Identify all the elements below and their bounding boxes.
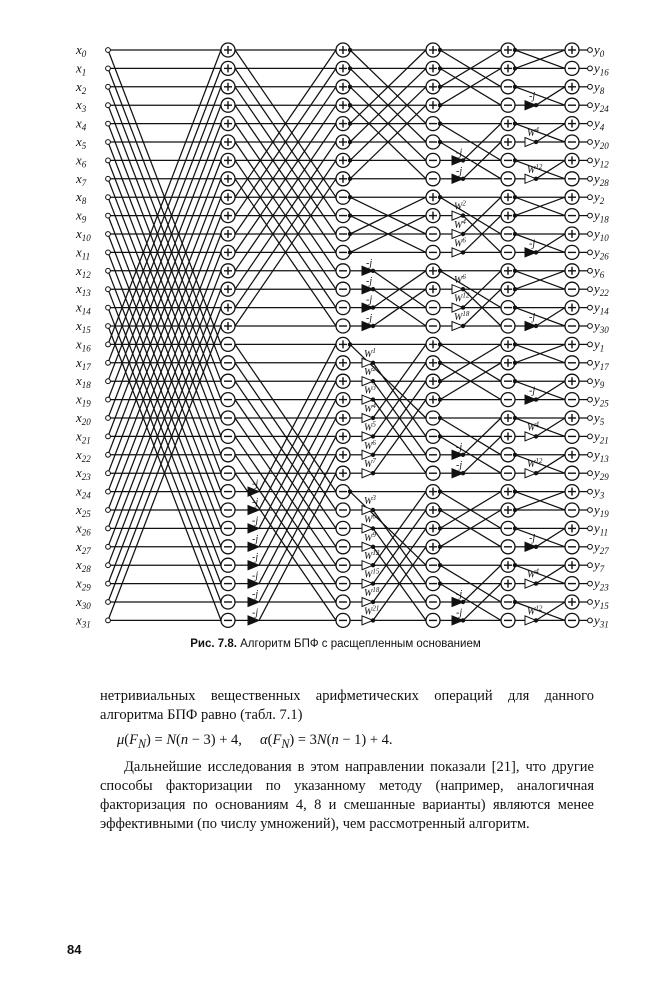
minus-j-label: -j: [252, 570, 259, 582]
branch-dot: [461, 287, 465, 291]
branch-dot: [461, 324, 465, 328]
output-terminal: [588, 66, 593, 71]
input-label: $x_{23}$: [76, 465, 91, 483]
output-label: $y_{30}$: [594, 318, 609, 335]
branch-dot: [348, 140, 352, 144]
minus-j-label: -j: [456, 607, 463, 619]
input-terminal: [106, 416, 111, 421]
input-terminal: [106, 232, 111, 237]
output-terminal: [588, 84, 593, 89]
input-label: $x_{18}$: [76, 373, 91, 391]
output-label: $y_{25}$: [594, 391, 609, 409]
branch-dot: [513, 213, 517, 217]
figure-title: Алгоритм БПФ с расщепленным основанием: [240, 638, 481, 650]
input-label: $x_9$: [76, 207, 87, 225]
minus-j-label: -j: [456, 460, 463, 472]
branch-dot: [348, 213, 352, 217]
input-label: $x_{11}$: [76, 244, 91, 262]
output-label: $y_{14}$: [594, 299, 609, 317]
input-terminal: [106, 48, 111, 53]
output-terminal: [588, 563, 593, 568]
output-label: $y_{29}$: [594, 465, 609, 483]
branch-dot: [371, 269, 375, 273]
branch-dot: [513, 305, 517, 309]
branch-dot: [461, 600, 465, 604]
input-terminal: [106, 563, 111, 568]
branch-dot: [461, 250, 465, 254]
input-terminal: [106, 324, 111, 329]
branch-dot: [371, 453, 375, 457]
branch-dot: [438, 379, 442, 383]
output-terminal: [588, 489, 593, 494]
input-label: $x_{26}$: [76, 520, 91, 538]
input-terminal: [106, 434, 111, 439]
output-label: $y_{17}$: [594, 354, 609, 372]
input-label: $x_0$: [76, 42, 87, 59]
output-label: $y_{13}$: [594, 446, 609, 464]
output-terminal: [588, 526, 593, 531]
page-number: 84: [67, 942, 82, 957]
branch-dot: [513, 121, 517, 125]
output-terminal: [588, 158, 593, 163]
input-terminal: [106, 471, 111, 476]
output-label: $y_{20}$: [594, 134, 609, 151]
branch-dot: [461, 213, 465, 217]
input-label: $x_7$: [76, 170, 87, 188]
output-terminal: [588, 618, 593, 623]
branch-dot: [461, 618, 465, 622]
branch-dot: [534, 618, 538, 622]
branch-dot: [513, 66, 517, 70]
input-terminal: [106, 176, 111, 181]
input-terminal: [106, 618, 111, 623]
input-terminal: [106, 84, 111, 89]
twiddle-label: $W^{12}$: [527, 457, 543, 471]
output-terminal: [588, 176, 593, 181]
branch-dot: [461, 177, 465, 181]
minus-j-label: -j: [529, 312, 536, 323]
output-terminal: [588, 48, 593, 53]
branch-dot: [461, 232, 465, 236]
input-terminal: [106, 600, 111, 605]
branch-dot: [371, 397, 375, 401]
output-terminal: [588, 544, 593, 549]
input-terminal: [106, 581, 111, 586]
branch-dot: [348, 250, 352, 254]
input-label: $x_{30}$: [76, 594, 91, 611]
branch-dot: [438, 121, 442, 125]
branch-dot: [534, 324, 538, 328]
twiddle-label: $W^{18}$: [364, 586, 380, 599]
twiddle-label: $W^{12}$: [527, 162, 543, 176]
branch-dot: [513, 287, 517, 291]
input-terminal: [106, 544, 111, 549]
branch-dot: [438, 563, 442, 567]
input-label: $x_{12}$: [76, 262, 91, 280]
minus-j-label: -j: [252, 533, 259, 545]
input-label: $x_{25}$: [76, 502, 91, 519]
output-label: $y_7$: [594, 557, 605, 575]
input-label: $x_{31}$: [76, 612, 91, 630]
branch-dot: [513, 158, 517, 162]
branch-dot: [513, 269, 517, 273]
branch-dot: [348, 121, 352, 125]
branch-dot: [348, 103, 352, 107]
output-label: $y_5$: [594, 410, 605, 427]
twiddle-label: $W^4$: [454, 218, 466, 231]
output-terminal: [588, 508, 593, 513]
output-terminal: [588, 140, 593, 145]
twiddle-label: $W^4$: [527, 126, 539, 139]
branch-dot: [513, 342, 517, 346]
branch-dot: [438, 269, 442, 273]
branch-dot: [438, 195, 442, 199]
output-terminal: [588, 397, 593, 402]
output-label: $y_{27}$: [594, 538, 609, 556]
minus-j-label: -j: [252, 589, 259, 600]
output-terminal: [588, 471, 593, 476]
minus-j-label: -j: [529, 238, 536, 250]
branch-dot: [371, 379, 375, 383]
output-terminal: [588, 324, 593, 329]
branch-dot: [348, 158, 352, 162]
branch-dot: [461, 158, 465, 162]
input-label: $x_{15}$: [76, 318, 91, 335]
input-terminal: [106, 397, 111, 402]
input-label: $x_4$: [76, 115, 87, 133]
output-label: $y_0$: [594, 42, 605, 59]
output-label: $y_{19}$: [594, 502, 609, 519]
output-label: $y_4$: [594, 115, 605, 133]
minus-j-label: -j: [252, 515, 259, 527]
output-label: $y_{11}$: [594, 520, 609, 538]
twiddle-label: $W^3$: [364, 383, 376, 397]
branch-dot: [534, 581, 538, 585]
output-terminal: [588, 195, 593, 200]
input-terminal: [106, 508, 111, 513]
input-terminal: [106, 213, 111, 218]
branch-dot: [534, 434, 538, 438]
input-label: $x_{16}$: [76, 336, 91, 354]
branch-dot: [513, 526, 517, 530]
input-label: $x_{13}$: [76, 281, 91, 299]
branch-dot: [438, 397, 442, 401]
branch-dot: [438, 103, 442, 107]
input-terminal: [106, 121, 111, 126]
output-terminal: [588, 600, 593, 605]
branch-dot: [534, 140, 538, 144]
branch-dot: [534, 397, 538, 401]
minus-j-label: -j: [366, 257, 373, 269]
figure-caption: [0, 638, 671, 650]
output-terminal: [588, 305, 593, 310]
minus-j-label: -j: [366, 313, 373, 324]
minus-j-label: -j: [252, 607, 259, 619]
input-terminal: [106, 305, 111, 310]
input-terminal: [106, 250, 111, 255]
input-label: $x_{19}$: [76, 391, 91, 409]
input-label: $x_{28}$: [76, 557, 91, 575]
output-terminal: [588, 268, 593, 273]
twiddle-label: $W^2$: [364, 365, 376, 379]
output-label: $y_{28}$: [594, 170, 609, 188]
branch-dot: [371, 361, 375, 365]
adder-nodes: [106, 43, 593, 627]
branch-dot: [371, 618, 375, 622]
branch-dot: [513, 489, 517, 493]
branch-dot: [513, 48, 517, 52]
branch-dot: [534, 545, 538, 549]
twiddle-label: $W^{12}$: [454, 291, 470, 305]
branch-dot: [371, 305, 375, 309]
branch-dot: [534, 103, 538, 107]
branch-dot: [371, 581, 375, 585]
branch-dot: [438, 342, 442, 346]
input-terminal: [106, 66, 111, 71]
branch-dot: [371, 471, 375, 475]
minus-j-label: -j: [366, 276, 373, 288]
branch-dot: [371, 416, 375, 420]
output-label: $y_{18}$: [594, 207, 609, 225]
branch-dot: [438, 526, 442, 530]
output-terminal: [588, 121, 593, 126]
input-terminal: [106, 360, 111, 365]
minus-j-label: -j: [529, 385, 536, 397]
output-terminal: [588, 250, 593, 255]
branch-dot: [371, 287, 375, 291]
minus-j-label: -j: [456, 147, 463, 159]
input-label: $x_{17}$: [76, 354, 91, 372]
branch-dot: [438, 508, 442, 512]
branch-dot: [513, 85, 517, 89]
branch-dot: [348, 195, 352, 199]
output-label: $y_{21}$: [594, 428, 609, 446]
paragraph-1: нетривиальных вещественных арифметических операций для данного алгоритма БПФ равно (табл. 7.1): [100, 688, 594, 723]
branch-dot: [534, 471, 538, 475]
branch-dot: [513, 195, 517, 199]
input-terminal: [106, 103, 111, 108]
input-terminal: [106, 452, 111, 457]
input-label: $x_8$: [76, 189, 87, 207]
branch-dot: [438, 416, 442, 420]
input-terminal: [106, 158, 111, 163]
branch-dot: [513, 379, 517, 383]
output-terminal: [588, 103, 593, 108]
branch-dot: [371, 563, 375, 567]
branch-dot: [513, 563, 517, 567]
branch-dot: [513, 232, 517, 236]
branch-dot: [348, 85, 352, 89]
output-terminal: [588, 379, 593, 384]
branch-dot: [438, 581, 442, 585]
twiddle-label: $W^{21}$: [364, 604, 380, 618]
input-label: $x_{29}$: [76, 575, 91, 593]
input-terminal: [106, 140, 111, 145]
twiddle-label: $W^9$: [364, 530, 376, 544]
twiddle-label: $W^6$: [454, 236, 466, 250]
twiddle-label: $W^4$: [527, 420, 539, 434]
input-terminal: [106, 526, 111, 531]
minus-j-label: -j: [529, 91, 536, 103]
twiddle-label: $W^{12}$: [527, 604, 543, 618]
branch-dot: [513, 416, 517, 420]
branch-dot: [371, 434, 375, 438]
input-terminal: [106, 379, 111, 384]
input-terminal: [106, 489, 111, 494]
output-label: $y_{15}$: [594, 594, 609, 611]
input-label: $x_{20}$: [76, 410, 91, 427]
output-terminal: [588, 287, 593, 292]
output-terminal: [588, 232, 593, 237]
twiddle-label: $W^2$: [454, 199, 466, 213]
twiddle-label: $W^{15}$: [364, 567, 380, 581]
output-label: $y_9$: [594, 373, 605, 391]
output-terminal: [588, 360, 593, 365]
branch-dot: [513, 600, 517, 604]
branch-dot: [513, 361, 517, 365]
input-label: $x_5$: [76, 134, 87, 151]
minus-j-label: -j: [529, 532, 536, 544]
twiddle-label: $W^1$: [364, 346, 376, 360]
twiddle-label: $W^5$: [364, 420, 376, 434]
branch-dot: [371, 508, 375, 512]
output-terminal: [588, 416, 593, 421]
output-label: $y_{10}$: [594, 226, 609, 243]
branch-dot: [438, 545, 442, 549]
branch-dot: [534, 177, 538, 181]
input-terminal: [106, 342, 111, 347]
branch-dot: [461, 305, 465, 309]
input-terminal: [106, 268, 111, 273]
input-label: $x_2$: [76, 78, 87, 96]
branch-dot: [348, 177, 352, 181]
input-label: $x_{27}$: [76, 538, 91, 556]
input-label: $x_6$: [76, 152, 87, 170]
minus-j-label: -j: [252, 552, 259, 564]
branch-dot: [438, 489, 442, 493]
branch-dot: [438, 48, 442, 52]
paragraph-2: Дальнейшие исследования в этом направлении показали [21], что другие способы факторизации по указанному методу (например, аналогичная факторизация по основаниям 4, 8 и смешанные варианты) являются менее эффективными (по числу умножений), чем рассмотренный алгоритм.: [100, 759, 594, 832]
branch-dot: [371, 545, 375, 549]
output-label: $y_{31}$: [594, 612, 609, 630]
input-label: $x_3$: [76, 97, 87, 115]
branch-dot: [513, 453, 517, 457]
branch-dot: [461, 453, 465, 457]
output-label: $y_{16}$: [594, 60, 609, 78]
branch-dot: [348, 489, 352, 493]
branch-dot: [371, 324, 375, 328]
branch-dot: [348, 342, 352, 346]
twiddle-label: $W^{12}$: [364, 549, 380, 563]
branch-dot: [438, 361, 442, 365]
output-label: $y_{22}$: [594, 281, 609, 299]
output-label: $y_3$: [594, 483, 605, 501]
output-label: $y_{24}$: [594, 97, 609, 115]
formula: $\mu(F_N) = N(n - 3) + 4$, $\alpha(F_N) = 3N(n - 1) + 4$.: [117, 732, 393, 751]
branch-dot: [461, 471, 465, 475]
branch-dot: [371, 526, 375, 530]
twiddle-label: $W^{18}$: [454, 310, 470, 323]
butterfly-connections: [108, 50, 588, 620]
output-terminal: [588, 452, 593, 457]
branch-dot: [348, 48, 352, 52]
branch-dot: [438, 85, 442, 89]
input-terminal: [106, 287, 111, 292]
minus-j-label: -j: [456, 589, 463, 600]
input-label: $x_1$: [76, 60, 87, 78]
input-label: $x_{14}$: [76, 299, 91, 317]
twiddle-label: $W^6$: [454, 273, 466, 287]
output-terminal: [588, 581, 593, 586]
input-label: $x_{24}$: [76, 483, 91, 501]
twiddle-label: $W^4$: [527, 567, 539, 581]
branch-dot: [438, 66, 442, 70]
branch-dot: [438, 140, 442, 144]
branch-dot: [348, 232, 352, 236]
input-label: $x_{21}$: [76, 428, 91, 446]
output-label: $y_{23}$: [594, 575, 609, 593]
branch-dot: [348, 66, 352, 70]
branch-dot: [371, 600, 375, 604]
output-label: $y_6$: [594, 262, 605, 280]
twiddle-label: $W^4$: [364, 402, 376, 415]
output-label: $y_{26}$: [594, 244, 609, 262]
minus-j-label: -j: [456, 441, 463, 453]
output-terminal: [588, 342, 593, 347]
output-terminal: [588, 434, 593, 439]
minus-j-label: -j: [252, 497, 259, 508]
twiddle-label: $W^6$: [364, 512, 376, 526]
twiddle-label: $W^7$: [364, 457, 376, 471]
minus-j-label: -j: [366, 294, 373, 306]
minus-j-label: -j: [252, 478, 259, 490]
twiddle-label: $W^6$: [364, 438, 376, 452]
branch-dot: [534, 250, 538, 254]
output-label: $y_2$: [594, 189, 605, 207]
branch-dot: [513, 508, 517, 512]
input-label: $x_{10}$: [76, 226, 91, 243]
output-label: $y_{12}$: [594, 152, 609, 170]
input-terminal: [106, 195, 111, 200]
branch-dot: [438, 434, 442, 438]
minus-j-label: -j: [456, 165, 463, 177]
twiddle-label: $W^3$: [364, 494, 376, 507]
figure-number: Рис. 7.8.: [190, 638, 237, 650]
output-label: $y_8$: [594, 78, 605, 96]
output-terminal: [588, 213, 593, 218]
input-label: $x_{22}$: [76, 446, 91, 464]
output-label: $y_1$: [594, 336, 605, 354]
